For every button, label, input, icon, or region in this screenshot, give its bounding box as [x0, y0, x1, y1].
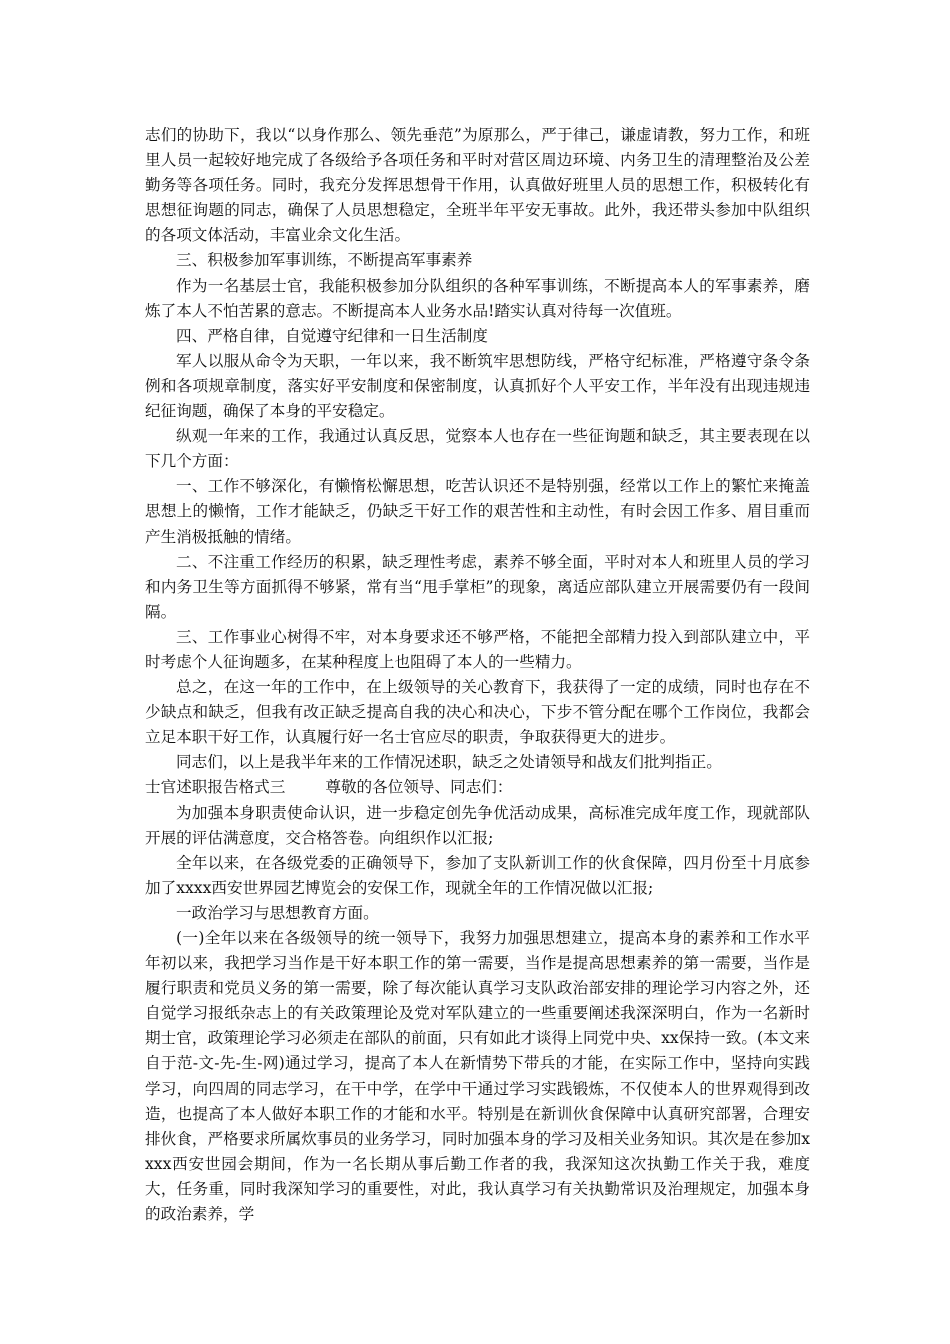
report-title-line [145, 775, 810, 800]
section-heading: 一政治学习与思想教育方面。 [176, 903, 379, 922]
salutation: 尊敬的各位领导、同志们： [325, 778, 513, 797]
body-paragraph: 为加强本身职责使命认识，进一步稳定创先争优活动成果，高标准完成年度工作，现就部队开展的评估满意度，交合格答卷。向组织作以汇报; [145, 803, 810, 847]
body-paragraph: 全年以来，在各级党委的正确领导下，参加了支队新训工作的伙食保障，四月份至十月底参加了xxxx西安世界园艺博览会的安保工作，现就全年的工作情况做以汇报; [145, 853, 810, 897]
body-paragraph: 三、工作事业心树得不牢，对本身要求还不够严格，不能把全部精力投入到部队建立中，平时考虑个人征询题多，在某种程度上也阻碍了本人的一些精力。 [145, 627, 810, 671]
body-paragraph: 二、不注重工作经历的积累，缺乏理性考虑，素养不够全面，平时对本人和班里人员的学习和内务卫生等方面抓得不够紧，常有当“甩手掌柜”的现象，离适应部队建立开展需要仍有一段间隔。 [145, 552, 810, 621]
report-title: 士官述职报告格式三 [145, 778, 286, 797]
body-paragraph: 纵观一年来的工作，我通过认真反思，觉察本人也存在一些征询题和缺乏，其主要表现在以下几个方面： [145, 427, 810, 471]
body-paragraph: 军人以服从命令为天职，一年以来，我不断筑牢思想防线，严格守纪标准，严格遵守条令条例和各项规章制度，落实好平安制度和保密制度，认真抓好个人平安工作，半年没有出现违规违纪征询题，确保了本身的平安稳定。 [145, 351, 810, 421]
section-heading: 三、积极参加军事训练，不断提高军事素养 [176, 251, 473, 270]
body-paragraph: 同志们，以上是我半年来的工作情况述职，缺乏之处请领导和战友们批判指正。 [176, 753, 722, 772]
document-body [145, 123, 810, 1227]
body-paragraph: 作为一名基层士官，我能积极参加分队组织的各种军事训练，不断提高本人的军事素养，磨炼了本人不怕苦累的意志。不断提高本人业务水品!踏实认真对待每一次值班。 [145, 276, 810, 320]
body-paragraph: 总之，在这一年的工作中，在上级领导的关心教育下，我获得了一定的成绩，同时也存在不少缺点和缺乏，但我有改正缺乏提高自我的决心和决心，下步不管分配在哪个工作岗位，我都会立足本职干好工作，认真履行好一名士官应尽的职责，争取获得更大的进步。 [145, 678, 810, 747]
body-paragraph: (一)全年以来在各级领导的统一领导下，我努力加强思想建立，提高本身的素养和工作水平年初以来，我把学习当作是干好本职工作的第一需要，当作是提高思想素养的第一需要，当作是履行职责和党员义务的第一需要，除了每次能认真学习支队政治部安排的理论学习内容之外，还自觉学习报纸杂志上的有关政策理论及党对军队建立的一些重要阐述我深深明白，作为一名新时期士官，政策理论学习必须走在部队的前面，只有如此才谈得上同党中央、xx保持一致。(本文来自于范-文-先-生-网)通过学习，提高了本人在新情势下带兵的才能，在实际工作中，坚持向实践学习，向四周的同志学习，在干中学，在学中干通过学习实践锻炼，不仅使本人的世界观得到改造，也提高了本人做好本职工作的才能和水平。特别是在新训伙食保障中认真研究部署，合理安排伙食，严格要求所属炊事员的业务学习，同时加强本身的学习及相关业务知识。其次是在参加xxxx西安世园会期间，作为一名长期从事后勤工作者的我，我深知这次执勤工作关于我，难度大，任务重，同时我深知学习的重要性，对此，我认真学习有关执勤常识及治理规定，加强本身的政治素养，学 [145, 929, 810, 1224]
section-heading: 四、严格自律，自觉遵守纪律和一日生活制度 [176, 326, 488, 345]
body-paragraph: 一、工作不够深化，有懒惰松懈思想，吃苦认识还不是特别强，经常以工作上的繁忙来掩盖思想上的懒惰，工作才能缺乏，仍缺乏干好工作的艰苦性和主动性，有时会因工作多、眉目重而产生消极抵触的情绪。 [145, 477, 810, 546]
body-paragraph: 志们的协助下，我以“以身作那么、领先垂范”为原那么，严于律己，谦虚请教，努力工作，和班里人员一起较好地完成了各级给予各项任务和平时对营区周边环境、内务卫生的清理整治及公差勤务等各项任务。同时，我充分发挥思想骨干作用，认真做好班里人员的思想工作，积极转化有思想征询题的同志，确保了人员思想稳定，全班半年平安无事故。此外，我还带头参加中队组织的各项文体活动，丰富业余文化生活。 [145, 126, 810, 245]
